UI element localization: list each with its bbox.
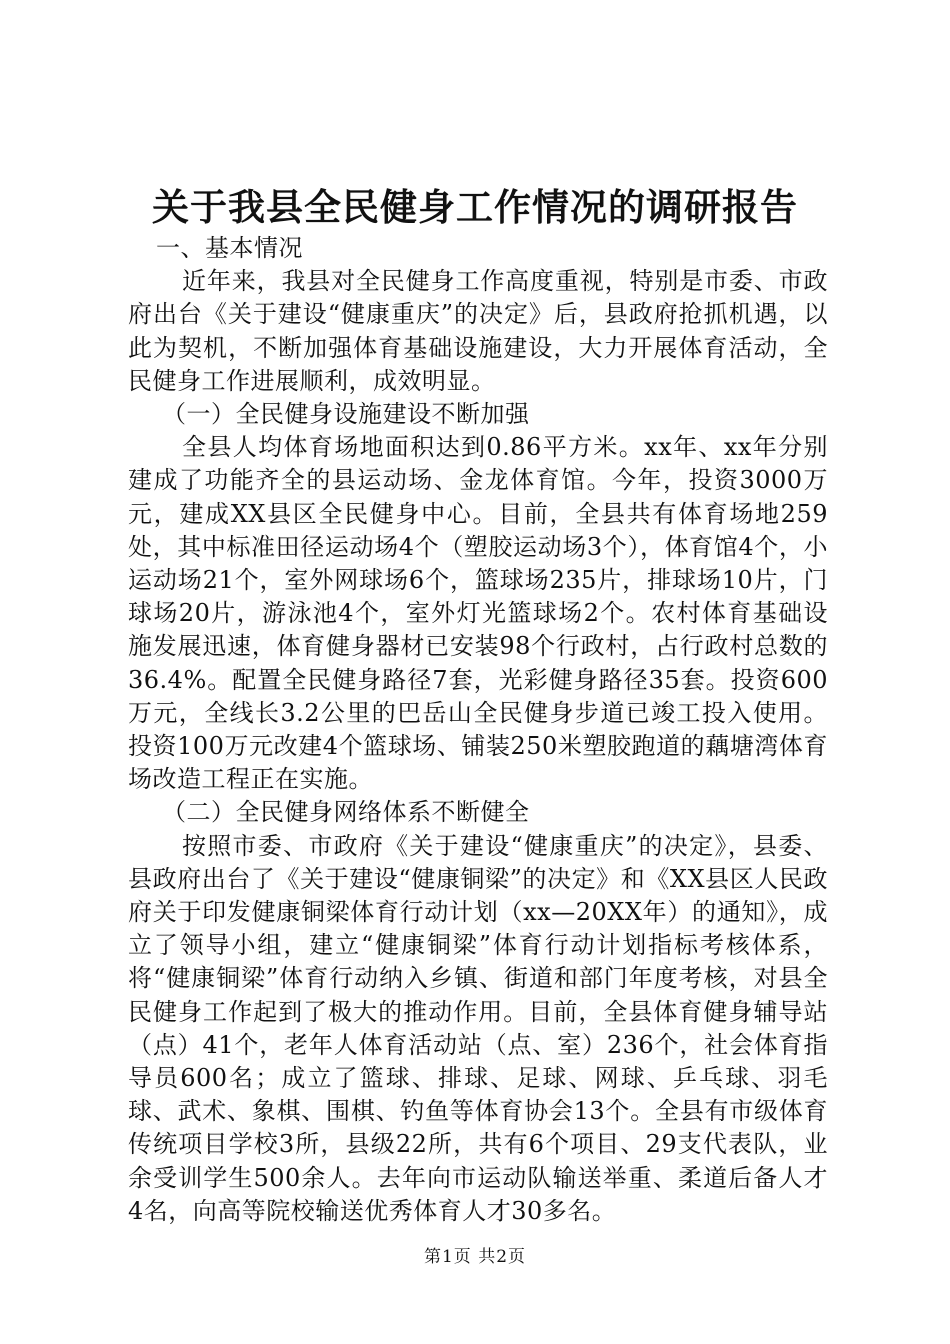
network-paragraph: 按照市委、市政府《关于建设“健康重庆”的决定》，县委、县政府出台了《关于建设“健康铜梁”的决定》和《XX县区人民政府关于印发健康铜梁体育行动计划（xx—20XX年）的通知》，成立了领导小组，建立“健康铜梁”体育行动计划指标考核体系，将“健康铜梁”体育行动纳入乡镇、街道和部门年度考核，对县全民健身工作起到了极大的推动作用。目前，全县体育健身辅导站（点）41个，老年人体育活动站（点、室）236个，社会体育指导员600名；成立了篮球、排球、足球、网球、乒乓球、羽毛球、武术、象棋、围棋、钓鱼等体育协会13个。全县有市级体育传统项目学校3所，县级22所，共有6个项目、29支代表队，业余受训学生500余人。去年向市运动队输送举重、柔道后备人才4名，向高等院校输送优秀体育人才30多名。 — [128, 831, 828, 1225]
document-title: 关于我县全民健身工作情况的调研报告 — [152, 185, 798, 229]
intro-paragraph: 近年来，我县对全民健身工作高度重视，特别是市委、市政府出台《关于建设“健康重庆”的决定》后，县政府抢抓机遇，以此为契机，不断加强体育基础设施建设，大力开展体育活动，全民健身工作进展顺利，成效明显。 — [128, 267, 828, 395]
subsection-heading-facilities: （一）全民健身设施建设不断加强 — [162, 400, 530, 429]
page-number-footer: 第1页 共2页 — [423, 1247, 527, 1267]
document-body — [128, 232, 828, 1228]
section-heading-basic-situation: 一、基本情况 — [156, 234, 303, 262]
subsection-heading-network: （二）全民健身网络体系不断健全 — [162, 798, 530, 827]
facilities-paragraph: 全县人均体育场地面积达到0.86平方米。xx年、xx年分别建成了功能齐全的县运动场、金龙体育馆。今年，投资3000万元，建成XX县区全民健身中心。目前，全县共有体育场地259处，其中标准田径运动场4个（塑胶运动场3个），体育馆4个，小运动场21个，室外网球场6个，篮球场235片，排球场10片，门球场20片，游泳池4个，室外灯光篮球场2个。农村体育基础设施发展迅速，体育健身器材已安装98个行政村，占行政村总数的36.4%。配置全民健身路径7套，光彩健身路径35套。投资600万元，全线长3.2公里的巴岳山全民健身步道已竣工投入使用。投资100万元改建4个篮球场、铺装250米塑胶跑道的藕塘湾体育场改造工程正在实施。 — [128, 433, 828, 794]
